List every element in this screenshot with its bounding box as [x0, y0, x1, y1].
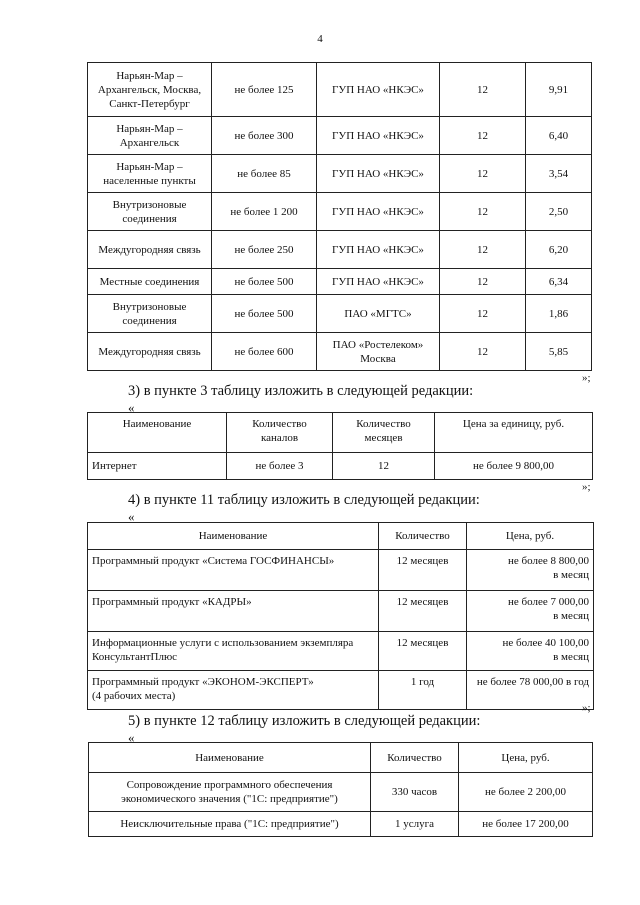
- cell-volume: не более 500: [212, 269, 317, 295]
- cell-months: 12: [440, 193, 526, 231]
- header-months: Количество месяцев: [333, 413, 435, 453]
- cell-name: Программный продукт «Система ГОСФИНАНСЫ»: [88, 550, 379, 591]
- header-quantity: Количество: [371, 743, 459, 773]
- cell-direction: Нарьян-Мар – Архангельск: [88, 117, 212, 155]
- cell-provider: ГУП НАО «НКЭС»: [317, 117, 440, 155]
- internet-table: [87, 412, 593, 480]
- cell-direction: Внутризоновые соединения: [88, 193, 212, 231]
- cell-quantity: 12 месяцев: [379, 632, 467, 671]
- cell-volume: не более 300: [212, 117, 317, 155]
- software-table: [87, 522, 594, 710]
- cell-months: 12: [440, 63, 526, 117]
- cell-price: 6,34: [526, 269, 592, 295]
- cell-name: Программный продукт «ЭКОНОМ-ЭКСПЕРТ» (4 рабочих места): [88, 671, 379, 710]
- table-row: [88, 671, 594, 710]
- table-header-row: [88, 523, 594, 550]
- cell-provider: ГУП НАО «НКЭС»: [317, 193, 440, 231]
- header-name: Наименование: [88, 413, 227, 453]
- cell-name: Интернет: [88, 453, 227, 480]
- cell-direction: Междугородняя связь: [88, 333, 212, 371]
- cell-price: не более 78 000,00 в год: [467, 671, 594, 710]
- cell-price: не более 2 200,00: [459, 773, 593, 812]
- table-row: [88, 632, 594, 671]
- table-row: [88, 193, 592, 231]
- cell-volume: не более 600: [212, 333, 317, 371]
- cell-direction: Нарьян-Мар – Архангельск, Москва, Санкт-Петербург: [88, 63, 212, 117]
- header-price: Цена, руб.: [467, 523, 594, 550]
- table-row: [89, 773, 593, 812]
- cell-provider: ГУП НАО «НКЭС»: [317, 269, 440, 295]
- cell-provider: ГУП НАО «НКЭС»: [317, 231, 440, 269]
- closing-quote-mark: »;: [582, 481, 591, 493]
- cell-months: 12: [440, 155, 526, 193]
- table-row: [88, 269, 592, 295]
- cell-direction: Внутризоновые соединения: [88, 295, 212, 333]
- cell-price: 2,50: [526, 193, 592, 231]
- cell-name: Сопровождение программного обеспечения экономического значения ("1С: предприятие"): [89, 773, 371, 812]
- table-row: [88, 591, 594, 632]
- cell-volume: не более 250: [212, 231, 317, 269]
- cell-quantity: 1 год: [379, 671, 467, 710]
- section-4-heading: 4) в пункте 11 таблицу изложить в следующей редакции:: [128, 492, 480, 508]
- communication-services-table: [87, 62, 592, 371]
- cell-direction: Междугородняя связь: [88, 231, 212, 269]
- cell-volume: не более 85: [212, 155, 317, 193]
- software-support-table: [88, 742, 593, 837]
- cell-unit-price: не более 9 800,00: [435, 453, 593, 480]
- closing-quote-mark: »;: [582, 372, 591, 384]
- cell-name: Программный продукт «КАДРЫ»: [88, 591, 379, 632]
- cell-months: 12: [440, 269, 526, 295]
- table-row: [88, 453, 593, 480]
- header-quantity: Количество: [379, 523, 467, 550]
- cell-quantity: 330 часов: [371, 773, 459, 812]
- cell-provider: ГУП НАО «НКЭС»: [317, 155, 440, 193]
- table-row: [88, 550, 594, 591]
- cell-price: не более 40 100,00 в месяц: [467, 632, 594, 671]
- header-unit-price: Цена за единицу, руб.: [435, 413, 593, 453]
- opening-quote-mark: «: [128, 509, 135, 524]
- cell-price: 6,20: [526, 231, 592, 269]
- page-number: 4: [317, 33, 323, 45]
- cell-direction: Местные соединения: [88, 269, 212, 295]
- table-row: [88, 63, 592, 117]
- opening-quote-mark: «: [128, 400, 135, 415]
- cell-price: 9,91: [526, 63, 592, 117]
- cell-months: 12: [440, 333, 526, 371]
- cell-volume: не более 125: [212, 63, 317, 117]
- cell-price: не более 8 800,00 в месяц: [467, 550, 594, 591]
- cell-months: 12: [440, 231, 526, 269]
- cell-quantity: 1 услуга: [371, 812, 459, 837]
- cell-volume: не более 1 200: [212, 193, 317, 231]
- cell-price: не более 7 000,00 в месяц: [467, 591, 594, 632]
- header-channels: Количество каналов: [227, 413, 333, 453]
- header-name: Наименование: [89, 743, 371, 773]
- cell-price: не более 17 200,00: [459, 812, 593, 837]
- cell-provider: ПАО «МГТС»: [317, 295, 440, 333]
- header-name: Наименование: [88, 523, 379, 550]
- communication-services-body: [88, 63, 592, 371]
- table-row: [88, 333, 592, 371]
- cell-months: 12: [440, 117, 526, 155]
- cell-provider: ГУП НАО «НКЭС»: [317, 63, 440, 117]
- cell-months: 12: [333, 453, 435, 480]
- cell-direction: Нарьян-Мар – населенные пункты: [88, 155, 212, 193]
- cell-quantity: 12 месяцев: [379, 550, 467, 591]
- cell-price: 5,85: [526, 333, 592, 371]
- opening-quote-mark: «: [128, 730, 135, 745]
- table-row: [88, 117, 592, 155]
- cell-name: Информационные услуги с использованием экземпляра КонсультантПлюс: [88, 632, 379, 671]
- cell-quantity: 12 месяцев: [379, 591, 467, 632]
- cell-provider: ПАО «Ростелеком» Москва: [317, 333, 440, 371]
- table-row: [88, 231, 592, 269]
- cell-price: 6,40: [526, 117, 592, 155]
- closing-quote-mark: »;: [582, 702, 591, 714]
- cell-price: 1,86: [526, 295, 592, 333]
- table-row: [89, 812, 593, 837]
- section-5-heading: 5) в пункте 12 таблицу изложить в следующей редакции:: [128, 713, 481, 729]
- cell-name: Неисключительные права ("1С: предприятие"): [89, 812, 371, 837]
- cell-price: 3,54: [526, 155, 592, 193]
- cell-months: 12: [440, 295, 526, 333]
- section-3-heading: 3) в пункте 3 таблицу изложить в следующей редакции:: [128, 383, 474, 399]
- table-header-row: [88, 413, 593, 453]
- cell-channels: не более 3: [227, 453, 333, 480]
- table-row: [88, 295, 592, 333]
- table-header-row: [89, 743, 593, 773]
- header-price: Цена, руб.: [459, 743, 593, 773]
- cell-volume: не более 500: [212, 295, 317, 333]
- table-row: [88, 155, 592, 193]
